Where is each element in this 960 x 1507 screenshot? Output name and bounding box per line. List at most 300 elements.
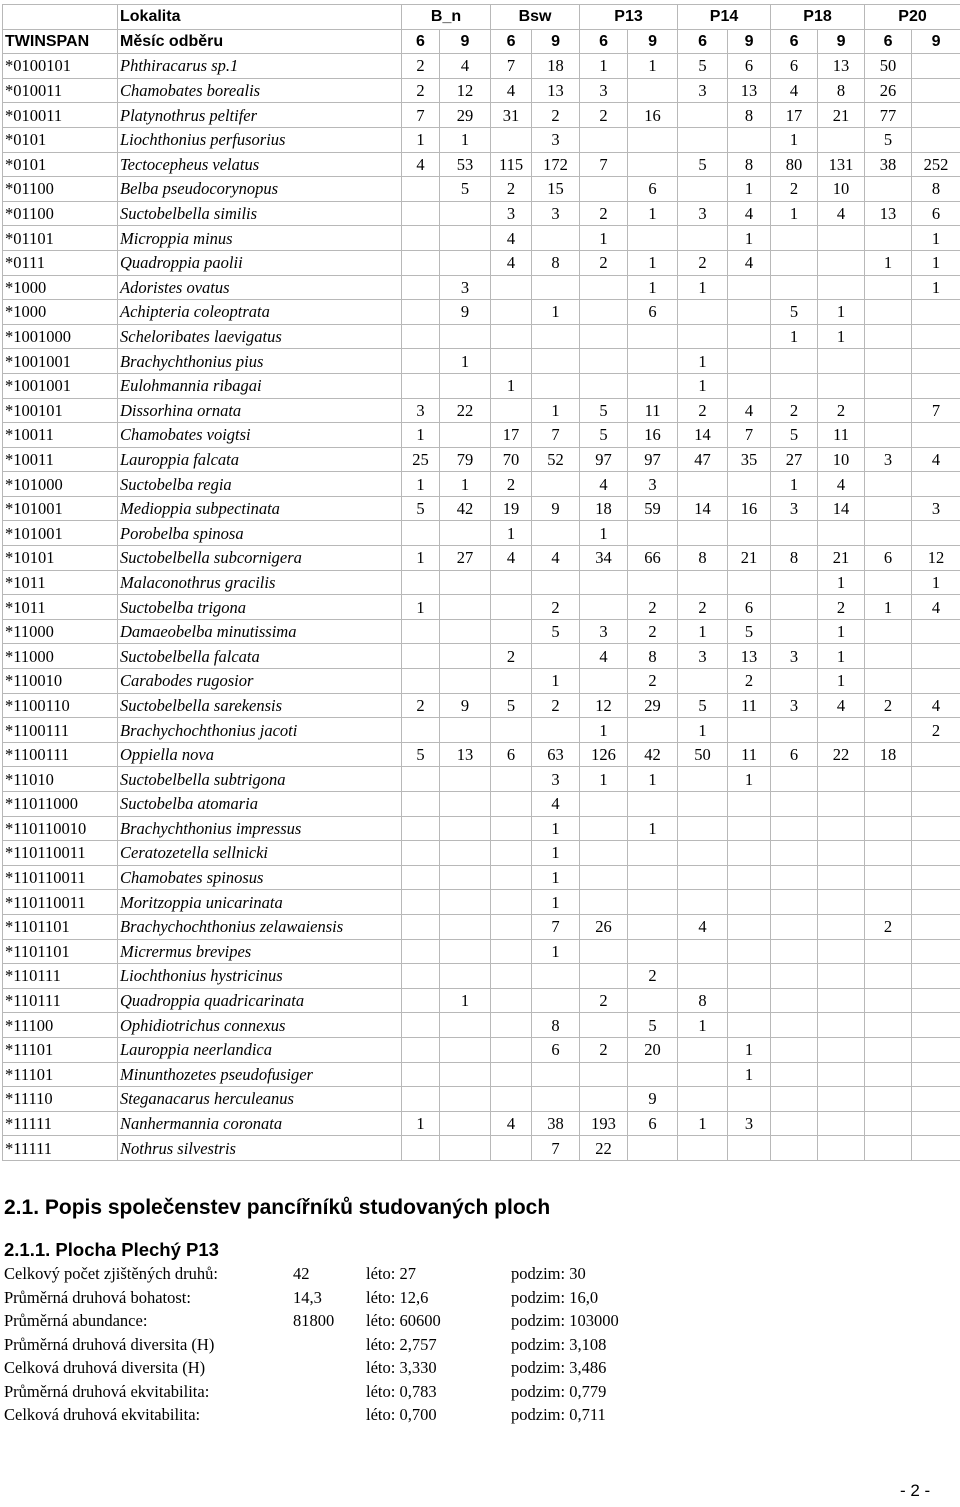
value-cell: 4 — [818, 472, 865, 497]
value-cell — [912, 1013, 960, 1038]
value-cell — [818, 521, 865, 546]
value-cell: 1 — [818, 324, 865, 349]
value-cell — [678, 177, 728, 202]
species-name-cell: Moritzoppia unicarinata — [118, 890, 402, 915]
value-cell: 4 — [912, 693, 960, 718]
value-cell: 18 — [580, 496, 628, 521]
value-cell — [491, 669, 532, 694]
value-cell — [818, 127, 865, 152]
value-cell — [865, 496, 912, 521]
value-cell: 1 — [402, 1111, 440, 1136]
value-cell — [912, 324, 960, 349]
twinspan-code-cell: *1011 — [3, 570, 118, 595]
species-name-cell: Quadroppia quadricarinata — [118, 988, 402, 1013]
value-cell — [402, 939, 440, 964]
value-cell — [402, 792, 440, 817]
twinspan-code-cell: *1000 — [3, 275, 118, 300]
value-cell — [402, 570, 440, 595]
value-cell: 2 — [678, 398, 728, 423]
value-cell: 5 — [678, 693, 728, 718]
twinspan-code-cell: *11110 — [3, 1087, 118, 1112]
value-cell — [865, 398, 912, 423]
value-cell: 1 — [912, 226, 960, 251]
value-cell — [491, 1013, 532, 1038]
value-cell — [628, 792, 678, 817]
value-cell: 18 — [532, 54, 580, 79]
value-cell — [402, 177, 440, 202]
twinspan-code-cell: *1000 — [3, 300, 118, 325]
value-cell: 1 — [818, 300, 865, 325]
value-cell: 26 — [865, 78, 912, 103]
value-cell: 1 — [678, 718, 728, 743]
value-cell: 1 — [728, 767, 771, 792]
value-cell: 1 — [402, 127, 440, 152]
value-cell — [628, 78, 678, 103]
value-cell: 2 — [678, 250, 728, 275]
value-cell: 3 — [580, 78, 628, 103]
value-cell: 1 — [532, 865, 580, 890]
value-cell: 25 — [402, 447, 440, 472]
value-cell — [440, 570, 491, 595]
value-cell — [771, 792, 818, 817]
value-cell: 4 — [818, 693, 865, 718]
value-cell — [771, 816, 818, 841]
value-cell: 1 — [728, 226, 771, 251]
value-cell: 9 — [532, 496, 580, 521]
value-cell — [912, 890, 960, 915]
value-cell — [912, 349, 960, 374]
value-cell — [440, 1062, 491, 1087]
value-cell: 22 — [818, 742, 865, 767]
value-cell — [771, 373, 818, 398]
twinspan-code-cell: *101000 — [3, 472, 118, 497]
value-cell: 6 — [628, 177, 678, 202]
header-blank-cell — [3, 5, 118, 30]
value-cell — [728, 1087, 771, 1112]
section-heading: 2.1. Popis společenstev pancířníků studovaných ploch — [4, 1196, 551, 1219]
value-cell: 1 — [678, 1013, 728, 1038]
stat-label: Průměrná druhová bohatost: — [4, 1287, 191, 1307]
value-cell: 131 — [818, 152, 865, 177]
twinspan-code-cell: *0101 — [3, 127, 118, 152]
value-cell: 31 — [491, 103, 532, 128]
value-cell: 1 — [728, 177, 771, 202]
value-cell — [440, 423, 491, 448]
value-cell: 1 — [771, 201, 818, 226]
twinspan-code-cell: *1101101 — [3, 914, 118, 939]
value-cell — [912, 1136, 960, 1161]
value-cell — [912, 669, 960, 694]
value-cell: 5 — [728, 619, 771, 644]
twinspan-code-cell: *1001001 — [3, 349, 118, 374]
value-cell: 4 — [402, 152, 440, 177]
value-cell: 5 — [440, 177, 491, 202]
value-cell: 252 — [912, 152, 960, 177]
value-cell: 1 — [532, 398, 580, 423]
value-cell: 5 — [678, 54, 728, 79]
twinspan-code-cell: *1101101 — [3, 939, 118, 964]
twinspan-code-cell: *110111 — [3, 988, 118, 1013]
value-cell: 2 — [628, 595, 678, 620]
value-cell — [491, 792, 532, 817]
header-month-cell: 6 — [491, 29, 532, 54]
value-cell — [440, 1111, 491, 1136]
twinspan-code-cell: *1011 — [3, 595, 118, 620]
value-cell: 14 — [678, 496, 728, 521]
value-cell — [912, 644, 960, 669]
value-cell: 4 — [728, 250, 771, 275]
value-cell — [580, 324, 628, 349]
value-cell: 1 — [728, 1037, 771, 1062]
value-cell — [865, 767, 912, 792]
value-cell — [771, 669, 818, 694]
value-cell: 1 — [532, 841, 580, 866]
value-cell — [491, 767, 532, 792]
value-cell — [440, 373, 491, 398]
value-cell: 1 — [402, 595, 440, 620]
species-name-cell: Eulohmannia ribagai — [118, 373, 402, 398]
value-cell — [440, 792, 491, 817]
value-cell: 1 — [440, 988, 491, 1013]
stat-summer: léto: 2,757 — [366, 1334, 437, 1354]
value-cell — [628, 373, 678, 398]
table-row — [3, 595, 960, 620]
value-cell — [491, 570, 532, 595]
value-cell: 63 — [532, 742, 580, 767]
value-cell — [912, 914, 960, 939]
header-month-cell: 9 — [628, 29, 678, 54]
value-cell — [440, 939, 491, 964]
value-cell: 1 — [818, 570, 865, 595]
value-cell: 4 — [491, 546, 532, 571]
header-locality-p18: P18 — [771, 5, 865, 30]
stat-autumn: podzim: 3,486 — [511, 1358, 607, 1377]
value-cell: 1 — [491, 521, 532, 546]
value-cell — [532, 1087, 580, 1112]
value-cell — [580, 669, 628, 694]
value-cell — [865, 1111, 912, 1136]
twinspan-code-cell: *10011 — [3, 423, 118, 448]
value-cell — [402, 816, 440, 841]
value-cell: 1 — [728, 1062, 771, 1087]
value-cell: 1 — [771, 324, 818, 349]
value-cell — [865, 1136, 912, 1161]
value-cell — [818, 792, 865, 817]
value-cell — [532, 644, 580, 669]
value-cell: 1 — [532, 890, 580, 915]
value-cell: 6 — [532, 1037, 580, 1062]
value-cell: 5 — [771, 423, 818, 448]
species-name-cell: Brachychochthonius jacoti — [118, 718, 402, 743]
value-cell — [771, 718, 818, 743]
twinspan-code-cell: *010011 — [3, 103, 118, 128]
value-cell: 193 — [580, 1111, 628, 1136]
value-cell: 1 — [628, 275, 678, 300]
twinspan-code-cell: *1100111 — [3, 742, 118, 767]
value-cell — [865, 324, 912, 349]
value-cell: 1 — [580, 226, 628, 251]
value-cell: 12 — [440, 78, 491, 103]
species-name-cell: Tectocepheus velatus — [118, 152, 402, 177]
value-cell — [728, 373, 771, 398]
header-month-cell: 9 — [440, 29, 491, 54]
table-row — [3, 398, 960, 423]
value-cell: 2 — [580, 201, 628, 226]
twinspan-code-cell: *11000 — [3, 644, 118, 669]
value-cell — [865, 865, 912, 890]
value-cell — [818, 1062, 865, 1087]
twinspan-code-cell: *11111 — [3, 1111, 118, 1136]
twinspan-code-cell: *100101 — [3, 398, 118, 423]
header-month-cell: 6 — [402, 29, 440, 54]
value-cell: 3 — [865, 447, 912, 472]
value-cell — [491, 718, 532, 743]
twinspan-code-cell: *11010 — [3, 767, 118, 792]
stat-label: Průměrná abundance: — [4, 1311, 148, 1330]
value-cell: 4 — [532, 546, 580, 571]
table-row — [3, 988, 960, 1013]
value-cell — [912, 964, 960, 989]
value-cell — [728, 914, 771, 939]
value-cell — [728, 1013, 771, 1038]
stat-autumn: podzim: 3,108 — [511, 1334, 607, 1354]
value-cell — [865, 792, 912, 817]
value-cell: 14 — [818, 496, 865, 521]
value-cell: 1 — [532, 669, 580, 694]
value-cell — [402, 201, 440, 226]
value-cell: 47 — [678, 447, 728, 472]
value-cell: 15 — [532, 177, 580, 202]
species-name-cell: Phthiracarus sp.1 — [118, 54, 402, 79]
value-cell — [728, 964, 771, 989]
species-name-cell: Suctobelbella subcornigera — [118, 546, 402, 571]
header-month-cell: 6 — [865, 29, 912, 54]
value-cell — [771, 939, 818, 964]
value-cell — [912, 988, 960, 1013]
value-cell — [491, 324, 532, 349]
value-cell — [402, 373, 440, 398]
value-cell: 35 — [728, 447, 771, 472]
species-name-cell: Lauroppia neerlandica — [118, 1037, 402, 1062]
value-cell: 50 — [865, 54, 912, 79]
value-cell: 13 — [728, 644, 771, 669]
table-row — [3, 816, 960, 841]
value-cell: 6 — [912, 201, 960, 226]
value-cell: 13 — [728, 78, 771, 103]
value-cell: 1 — [678, 275, 728, 300]
value-cell: 2 — [678, 595, 728, 620]
value-cell: 1 — [440, 472, 491, 497]
value-cell — [818, 841, 865, 866]
value-cell: 6 — [865, 546, 912, 571]
value-cell: 4 — [912, 595, 960, 620]
value-cell: 8 — [728, 152, 771, 177]
value-cell: 1 — [771, 127, 818, 152]
value-cell: 1 — [402, 423, 440, 448]
value-cell: 34 — [580, 546, 628, 571]
value-cell: 2 — [628, 964, 678, 989]
value-cell — [402, 1087, 440, 1112]
value-cell — [402, 1037, 440, 1062]
value-cell — [491, 300, 532, 325]
twinspan-code-cell: *110111 — [3, 964, 118, 989]
value-cell — [728, 324, 771, 349]
value-cell: 53 — [440, 152, 491, 177]
value-cell: 70 — [491, 447, 532, 472]
stat-row — [4, 1262, 704, 1286]
value-cell — [771, 988, 818, 1013]
value-cell — [818, 718, 865, 743]
stat-row — [4, 1380, 704, 1404]
value-cell: 2 — [912, 718, 960, 743]
value-cell — [728, 300, 771, 325]
value-cell: 4 — [491, 250, 532, 275]
value-cell: 1 — [678, 619, 728, 644]
species-name-cell: Achipteria coleoptrata — [118, 300, 402, 325]
value-cell: 1 — [628, 201, 678, 226]
value-cell — [402, 1062, 440, 1087]
twinspan-code-cell: *110110010 — [3, 816, 118, 841]
value-cell — [678, 841, 728, 866]
value-cell: 42 — [628, 742, 678, 767]
value-cell — [532, 570, 580, 595]
value-cell — [771, 226, 818, 251]
value-cell: 3 — [402, 398, 440, 423]
value-cell — [865, 718, 912, 743]
value-cell: 16 — [728, 496, 771, 521]
value-cell — [771, 1037, 818, 1062]
twinspan-code-cell: *11100 — [3, 1013, 118, 1038]
value-cell — [912, 865, 960, 890]
stat-autumn: podzim: 30 — [511, 1264, 586, 1283]
value-cell: 2 — [532, 595, 580, 620]
value-cell — [818, 226, 865, 251]
value-cell — [580, 373, 628, 398]
twinspan-code-cell: *10011 — [3, 447, 118, 472]
value-cell: 1 — [912, 250, 960, 275]
value-cell — [402, 1013, 440, 1038]
species-name-cell: Dissorhina ornata — [118, 398, 402, 423]
value-cell — [678, 669, 728, 694]
table-row — [3, 250, 960, 275]
species-name-cell: Brachychochthonius zelawaiensis — [118, 914, 402, 939]
value-cell — [491, 398, 532, 423]
value-cell: 2 — [402, 54, 440, 79]
value-cell — [491, 890, 532, 915]
value-cell — [771, 570, 818, 595]
value-cell — [628, 226, 678, 251]
value-cell: 20 — [628, 1037, 678, 1062]
value-cell — [771, 250, 818, 275]
value-cell: 4 — [728, 201, 771, 226]
header-locality-bn: B_n — [402, 5, 491, 30]
species-table — [2, 4, 960, 1161]
stat-summer: léto: 0,700 — [366, 1405, 437, 1424]
value-cell: 22 — [440, 398, 491, 423]
species-name-cell: Suctobelba atomaria — [118, 792, 402, 817]
table-row — [3, 669, 960, 694]
value-cell — [491, 275, 532, 300]
value-cell — [678, 767, 728, 792]
table-row — [3, 54, 960, 79]
header-month-cell: 6 — [678, 29, 728, 54]
value-cell: 2 — [818, 398, 865, 423]
value-cell: 97 — [580, 447, 628, 472]
species-name-cell: Micrermus brevipes — [118, 939, 402, 964]
table-row — [3, 546, 960, 571]
value-cell: 80 — [771, 152, 818, 177]
value-cell: 16 — [628, 423, 678, 448]
header-locality-bsw: Bsw — [491, 5, 580, 30]
value-cell: 1 — [402, 546, 440, 571]
value-cell — [865, 177, 912, 202]
value-cell: 29 — [440, 103, 491, 128]
value-cell: 2 — [865, 693, 912, 718]
value-cell — [865, 300, 912, 325]
twinspan-code-cell: *10101 — [3, 546, 118, 571]
species-name-cell: Adoristes ovatus — [118, 275, 402, 300]
value-cell — [532, 275, 580, 300]
value-cell: 6 — [628, 300, 678, 325]
value-cell: 1 — [440, 349, 491, 374]
value-cell: 3 — [912, 496, 960, 521]
value-cell: 2 — [491, 644, 532, 669]
value-cell — [580, 595, 628, 620]
value-cell: 16 — [628, 103, 678, 128]
value-cell — [440, 816, 491, 841]
value-cell: 22 — [580, 1136, 628, 1161]
value-cell: 7 — [728, 423, 771, 448]
table-row — [3, 644, 960, 669]
species-name-cell: Ophidiotrichus connexus — [118, 1013, 402, 1038]
value-cell: 8 — [678, 988, 728, 1013]
value-cell: 9 — [440, 300, 491, 325]
value-cell — [440, 1037, 491, 1062]
twinspan-code-cell: *110110011 — [3, 841, 118, 866]
value-cell: 1 — [580, 54, 628, 79]
value-cell — [865, 1037, 912, 1062]
table-row — [3, 103, 960, 128]
value-cell: 8 — [532, 1013, 580, 1038]
value-cell — [865, 570, 912, 595]
value-cell: 19 — [491, 496, 532, 521]
value-cell: 7 — [491, 54, 532, 79]
value-cell — [491, 1037, 532, 1062]
value-cell — [818, 816, 865, 841]
value-cell — [580, 939, 628, 964]
value-cell — [771, 890, 818, 915]
value-cell — [865, 988, 912, 1013]
species-name-cell: Damaeobelba minutissima — [118, 619, 402, 644]
value-cell — [580, 570, 628, 595]
page-number: - 2 - — [900, 1481, 931, 1500]
value-cell — [628, 718, 678, 743]
value-cell: 9 — [628, 1087, 678, 1112]
species-name-cell: Scheloribates laevigatus — [118, 324, 402, 349]
value-cell — [628, 939, 678, 964]
value-cell: 7 — [532, 423, 580, 448]
value-cell — [771, 1062, 818, 1087]
stat-row — [4, 1403, 704, 1427]
value-cell — [491, 1136, 532, 1161]
value-cell — [912, 423, 960, 448]
stat-label: Průměrná druhová ekvitabilita: — [4, 1381, 210, 1401]
value-cell — [628, 349, 678, 374]
value-cell: 3 — [532, 201, 580, 226]
value-cell: 1 — [440, 127, 491, 152]
value-cell: 3 — [532, 767, 580, 792]
twinspan-code-cell: *01100 — [3, 201, 118, 226]
